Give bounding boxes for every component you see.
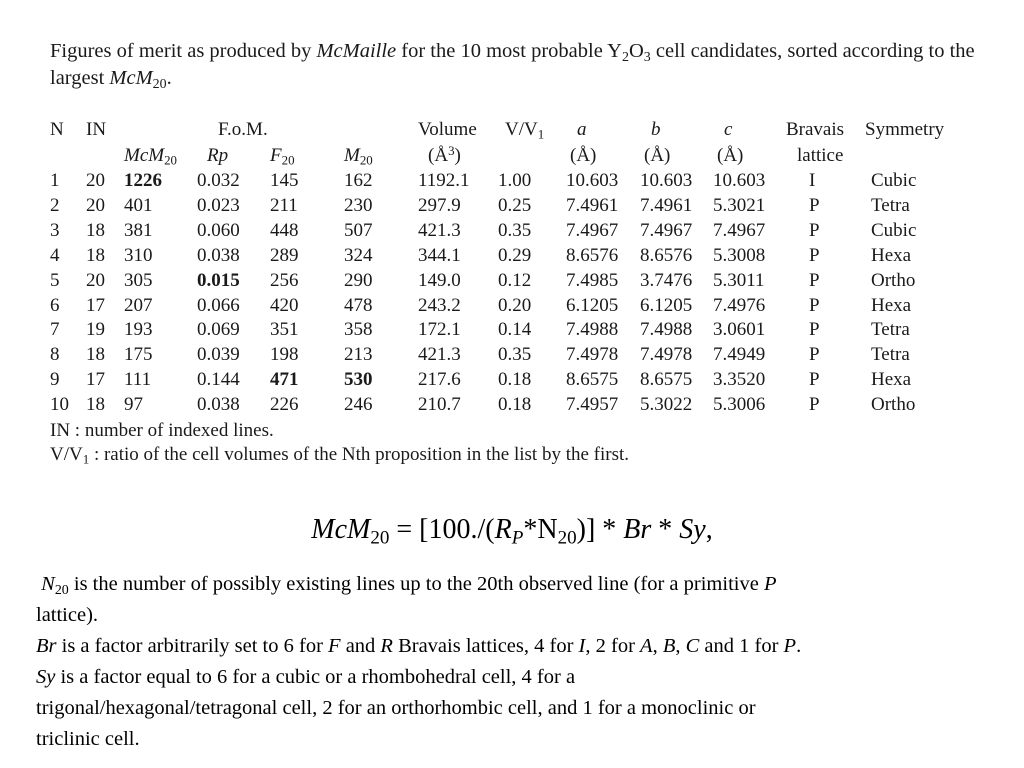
header-b: b xyxy=(651,119,661,140)
table-cell-in: 18 xyxy=(86,219,105,241)
table-cell-n: 4 xyxy=(50,244,60,266)
table-cell-f20: 145 xyxy=(270,170,299,191)
table-cell-rp: 0.032 xyxy=(197,170,240,191)
table-cell-n: 3 xyxy=(50,219,60,241)
table-cell-rp: 0.060 xyxy=(197,219,240,241)
table-notes xyxy=(50,419,629,467)
n20-definition: $N_{20}$ is the number of possibly existing lines up to the 20th observed line (for a primitive P xyxy=(41,573,777,598)
table-cell-vv: 0.29 xyxy=(498,244,532,266)
table-cell-c: 3.0601 xyxy=(713,319,766,341)
table-cell-in: 19 xyxy=(86,319,105,341)
software-name: McMaille xyxy=(316,40,397,62)
table-cell-symmetry: Ortho xyxy=(871,269,916,291)
table-cell-n: 6 xyxy=(50,294,60,316)
vv-note: $V/V_1$ : ratio of the cell volumes of the Nth proposition in the list by the first. xyxy=(50,444,630,467)
table-cell-b: 7.4978 xyxy=(640,344,693,366)
table-cell-rp: 0.069 xyxy=(197,319,240,341)
table-cell-f20: 471 xyxy=(270,369,299,391)
table-cell-f20: 256 xyxy=(270,269,299,291)
table-cell-c: 3.3520 xyxy=(713,369,766,391)
header-fom: F.o.M. xyxy=(218,119,268,140)
table-cell-m20: 324 xyxy=(344,244,373,266)
table-cell-a: 7.4985 xyxy=(566,269,619,291)
table-cell-m20: 530 xyxy=(344,369,373,391)
table-cell-m20: 507 xyxy=(344,219,373,241)
table-cell-f20: 448 xyxy=(270,219,299,241)
table-cell-n: 10 xyxy=(50,394,69,416)
table-cell-volume: 421.3 xyxy=(418,219,461,241)
table-cell-in: 20 xyxy=(86,170,105,191)
table-cell-bravais: P xyxy=(809,394,820,416)
table-cell-mcm: 175 xyxy=(124,344,153,366)
header-f20: $F_{20}$ xyxy=(270,145,295,168)
table-cell-vv: 0.35 xyxy=(498,344,532,366)
table-cell-a: 7.4978 xyxy=(566,344,619,366)
table-cell-volume: 149.0 xyxy=(418,269,461,291)
table-cell-in: 18 xyxy=(86,244,105,266)
header-rp: Rp xyxy=(207,145,229,166)
sy-definition: Sy is a factor equal to 6 for a cubic or a rhombohedral cell, 4 for a xyxy=(36,666,576,688)
table-cell-mcm: 193 xyxy=(124,319,153,341)
table-cell-c: 7.4976 xyxy=(713,294,766,316)
table-cell-m20: 213 xyxy=(344,344,373,366)
header-bravais: Bravais xyxy=(786,119,845,140)
table-cell-in: 18 xyxy=(86,394,105,416)
table-cell-b: 10.603 xyxy=(640,170,693,191)
table-cell-volume: 297.9 xyxy=(418,194,461,216)
table-cell-vv: 0.18 xyxy=(498,394,532,416)
table-cell-mcm: 381 xyxy=(124,219,153,241)
table-cell-c: 5.3006 xyxy=(713,394,766,416)
header-m20: $M_{20}$ xyxy=(344,145,373,168)
header-c-unit: (Å) xyxy=(717,145,744,166)
table-cell-c: 5.3008 xyxy=(713,244,766,266)
table-cell-volume: 172.1 xyxy=(418,319,461,341)
table-cell-bravais: P xyxy=(809,344,820,366)
table-cell-a: 7.4988 xyxy=(566,319,619,341)
table-cell-volume: 210.7 xyxy=(418,394,461,416)
table-cell-f20: 351 xyxy=(270,319,299,341)
header-lattice: lattice xyxy=(797,145,844,166)
sy-definition-line-2: trigonal/hexagonal/tetragonal cell, 2 for an orthorhombic cell, and 1 for a monoclinic or xyxy=(36,697,756,719)
table-cell-bravais: I xyxy=(809,170,816,191)
table-cell-b: 8.6575 xyxy=(640,369,693,391)
header-n: N xyxy=(50,119,64,140)
table-cell-rp: 0.066 xyxy=(197,294,240,316)
mcm-formula: $McM_{20} = [100./(R_P*N_{20})] * Br * Sy$, xyxy=(311,514,713,549)
header-symmetry: Symmetry xyxy=(865,119,945,140)
table-cell-vv: 1.00 xyxy=(498,170,532,191)
definitions xyxy=(36,569,996,755)
table-cell-vv: 0.12 xyxy=(498,269,532,291)
header-b-unit: (Å) xyxy=(644,145,671,166)
table-cell-n: 1 xyxy=(50,170,60,191)
table-cell-n: 2 xyxy=(50,194,60,216)
table-cell-vv: 0.14 xyxy=(498,319,532,341)
table-cell-a: 6.1205 xyxy=(566,294,619,316)
table-cell-vv: 0.35 xyxy=(498,219,532,241)
table-cell-in: 18 xyxy=(86,344,105,366)
table-cell-rp: 0.038 xyxy=(197,244,240,266)
header-mcm20: McM$_{20}$ xyxy=(124,145,177,168)
sy-definition-line-3: triclinic cell. xyxy=(36,728,140,750)
table-cell-in: 20 xyxy=(86,194,105,216)
table-cell-vv: 0.25 xyxy=(498,194,532,216)
table-cell-m20: 162 xyxy=(344,170,373,191)
table-cell-mcm: 207 xyxy=(124,294,153,316)
table-cell-bravais: P xyxy=(809,294,820,316)
table-cell-a: 7.4957 xyxy=(566,394,619,416)
table-cell-b: 3.7476 xyxy=(640,269,693,291)
table-cell-a: 10.603 xyxy=(566,170,619,191)
table-cell-symmetry: Cubic xyxy=(871,219,917,241)
table-cell-m20: 246 xyxy=(344,394,373,416)
table-cell-volume: 217.6 xyxy=(418,369,461,391)
table-cell-symmetry: Tetra xyxy=(871,319,910,341)
table-cell-n: 9 xyxy=(50,369,60,391)
table-cell-f20: 211 xyxy=(270,194,298,216)
header-c: c xyxy=(724,119,733,140)
table-cell-b: 5.3022 xyxy=(640,394,693,416)
table-cell-mcm: 111 xyxy=(124,369,152,391)
header-in: IN xyxy=(86,119,107,140)
table-cell-in: 17 xyxy=(86,294,105,316)
table-cell-a: 7.4961 xyxy=(566,194,619,216)
table-cell-bravais: P xyxy=(809,369,820,391)
header-volume: Volume xyxy=(418,119,477,140)
table-cell-in: 20 xyxy=(86,269,105,291)
table-cell-mcm: 401 xyxy=(124,194,153,216)
table-caption: Figures of merit as produced by McMaille for the 10 most probable $Y_2O_3$ cell candidates, sorted according to the largest McM$_{20}$. xyxy=(50,40,975,92)
table-cell-rp: 0.144 xyxy=(197,369,240,391)
table-cell-symmetry: Tetra xyxy=(871,344,910,366)
table-cell-n: 7 xyxy=(50,319,60,341)
table-cell-f20: 420 xyxy=(270,294,299,316)
table-cell-symmetry: Hexa xyxy=(871,244,912,266)
table-cell-symmetry: Cubic xyxy=(871,170,917,191)
table-cell-rp: 0.023 xyxy=(197,194,240,216)
table-cell-b: 7.4988 xyxy=(640,319,693,341)
table-cell-c: 10.603 xyxy=(713,170,766,191)
table-cell-mcm: 310 xyxy=(124,244,153,266)
table-cell-symmetry: Ortho xyxy=(871,394,916,416)
table-cell-vv: 0.18 xyxy=(498,369,532,391)
table-cell-vv: 0.20 xyxy=(498,294,532,316)
table-cell-n: 8 xyxy=(50,344,60,366)
table-cell-c: 7.4967 xyxy=(713,219,766,241)
table-cell-rp: 0.015 xyxy=(197,269,240,291)
table-cell-bravais: P xyxy=(809,219,820,241)
table-cell-bravais: P xyxy=(809,194,820,216)
header-vv: $V/V_1$ xyxy=(505,119,545,142)
n20-definition-cont: lattice). xyxy=(36,604,99,626)
in-note: IN : number of indexed lines. xyxy=(50,420,274,441)
table-cell-n: 5 xyxy=(50,269,60,291)
table-cell-in: 17 xyxy=(86,369,105,391)
table-cell-bravais: P xyxy=(809,319,820,341)
table-cell-b: 7.4967 xyxy=(640,219,693,241)
table-cell-mcm: 1226 xyxy=(124,170,162,191)
table-cell-b: 8.6576 xyxy=(640,244,693,266)
table-cell-m20: 290 xyxy=(344,269,373,291)
table-cell-f20: 289 xyxy=(270,244,299,266)
table-cell-volume: 1192.1 xyxy=(418,170,470,191)
table-cell-volume: 421.3 xyxy=(418,344,461,366)
table-cell-a: 7.4967 xyxy=(566,219,619,241)
table-cell-b: 7.4961 xyxy=(640,194,693,216)
table-cell-symmetry: Hexa xyxy=(871,369,912,391)
table-cell-f20: 198 xyxy=(270,344,299,366)
table-cell-bravais: P xyxy=(809,244,820,266)
header-volume-unit: $(Å^3)$ xyxy=(428,143,461,166)
table-cell-f20: 226 xyxy=(270,394,299,416)
table-cell-a: 8.6575 xyxy=(566,369,619,391)
table-cell-c: 5.3021 xyxy=(713,194,766,216)
table-cell-rp: 0.038 xyxy=(197,394,240,416)
table-cell-m20: 358 xyxy=(344,319,373,341)
table-cell-c: 7.4949 xyxy=(713,344,766,366)
table-cell-symmetry: Hexa xyxy=(871,294,912,316)
table-cell-volume: 243.2 xyxy=(418,294,461,316)
table-cell-rp: 0.039 xyxy=(197,344,240,366)
table-cell-mcm: 97 xyxy=(124,394,143,416)
table-cell-volume: 344.1 xyxy=(418,244,461,266)
table-cell-a: 8.6576 xyxy=(566,244,619,266)
br-definition: Br is a factor arbitrarily set to 6 for F and R Bravais lattices, 4 for I, 2 for A, B, C and 1 for P. xyxy=(36,635,802,657)
header-a-unit: (Å) xyxy=(570,145,597,166)
table-cell-m20: 230 xyxy=(344,194,373,216)
table-cell-m20: 478 xyxy=(344,294,373,316)
table-cell-c: 5.3011 xyxy=(713,269,765,291)
table-cell-bravais: P xyxy=(809,269,820,291)
table-cell-b: 6.1205 xyxy=(640,294,693,316)
table-cell-symmetry: Tetra xyxy=(871,194,910,216)
table-cell-mcm: 305 xyxy=(124,269,153,291)
header-a: a xyxy=(577,119,587,140)
